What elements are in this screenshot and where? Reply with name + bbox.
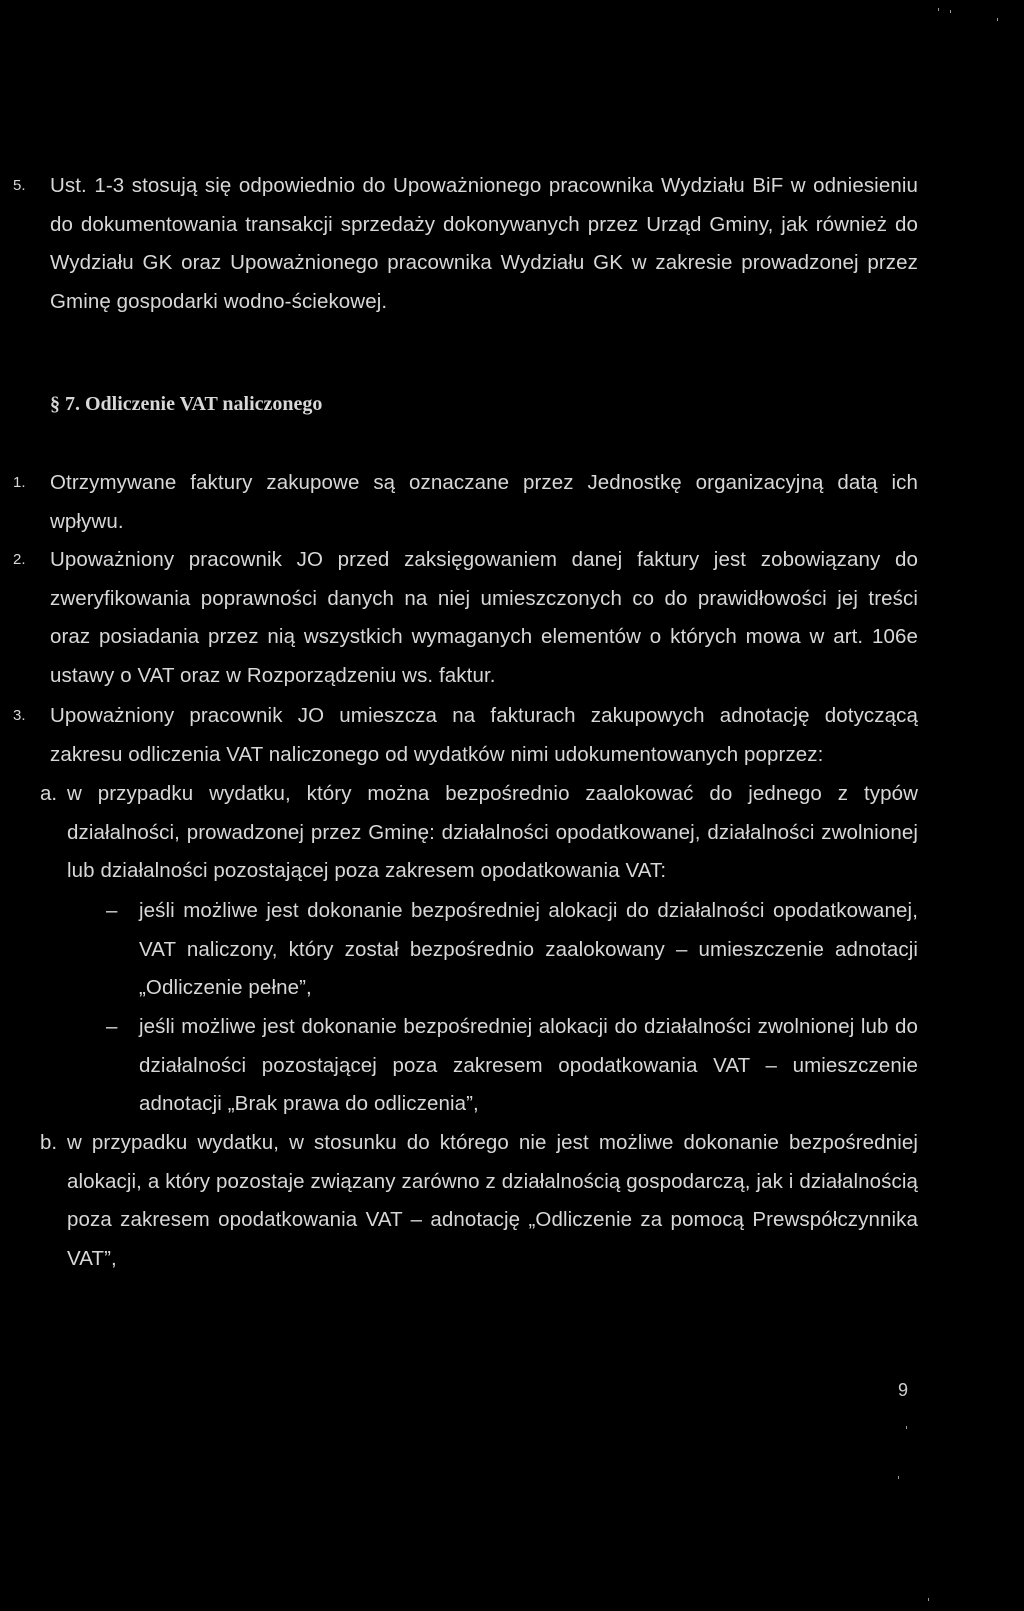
page-number: 9 <box>898 1380 909 1400</box>
sub-item-letter: a. <box>40 782 58 805</box>
sub-item-text: w przypadku wydatku, w stosunku do którego nie jest możliwe dokonanie bezpośredniej alokacji, a który pozostaje związany zarówno z działalnością gospodarczą, jak i działalnością poza zakresem opodatkowania VAT – adnotację „Odliczenie za pomocą Prewspółczynnika VAT”, <box>67 1131 918 1270</box>
item-text: Otrzymywane faktury zakupowe są oznaczane przez Jednostkę organizacyjną datą ich wpływu. <box>50 471 918 533</box>
paragraph-text: Ust. 1-3 stosują się odpowiednio do Upoważnionego pracownika Wydziału BiF w odniesieniu do dokumentowania transakcji sprzedaży dokonywanych przez Urząd Gminy, jak również do Wydziału GK oraz Upoważnionego pracownika Wydziału GK w zakresie prowadzonej przez Gminę gospodarki wodno-ściekowej. <box>50 174 918 313</box>
dash-text: jeśli możliwe jest dokonanie bezpośredniej alokacji do działalności zwolnionej lub do działalności pozostającej poza zakresem opodatkowania VAT – umieszczenie adnotacji „Brak prawa do odliczenia”, <box>139 1015 918 1115</box>
dash-text: jeśli możliwe jest dokonanie bezpośredniej alokacji do działalności opodatkowanej, VAT naliczony, który został bezpośrednio zaalokowany – umieszczenie adnotacji „Odliczenie pełne”, <box>139 899 918 999</box>
item-number: 1. <box>13 474 26 491</box>
scan-speck <box>898 1476 899 1479</box>
scan-speck <box>938 8 939 11</box>
scan-speck <box>906 1426 907 1429</box>
section-heading: § 7. Odliczenie VAT naliczonego <box>50 393 323 415</box>
item-number: 2. <box>13 551 26 568</box>
item-text: Upoważniony pracownik JO umieszcza na fakturach zakupowych adnotację dotyczącą zakresu odliczenia VAT naliczonego od wydatków nimi udokumentowanych poprzez: <box>50 704 918 766</box>
item-text: Upoważniony pracownik JO przed zaksięgowaniem danej faktury jest zobowiązany do zweryfikowania poprawności danych na niej umieszczonych co do prawidłowości jej treści oraz posiadania przez nią wszystkich wymaganych elementów o których mowa w art. 106e ustawy o VAT oraz w Rozporządzeniu ws. faktur. <box>50 548 918 687</box>
sub-item-text: w przypadku wydatku, który można bezpośrednio zaalokować do jednego z typów działalności, prowadzonej przez Gminę: działalności opodatkowanej, działalności zwolnionej lub działalności pozostającej poza zakresem opodatkowania VAT: <box>67 782 918 882</box>
scan-speck <box>928 1598 929 1601</box>
scan-speck <box>950 10 951 13</box>
dash-marker: – <box>106 899 118 922</box>
scan-speck <box>997 18 998 21</box>
paragraph-number: 5. <box>13 177 26 194</box>
item-number: 3. <box>13 707 26 724</box>
sub-item-letter: b. <box>40 1131 58 1154</box>
dash-marker: – <box>106 1015 118 1038</box>
